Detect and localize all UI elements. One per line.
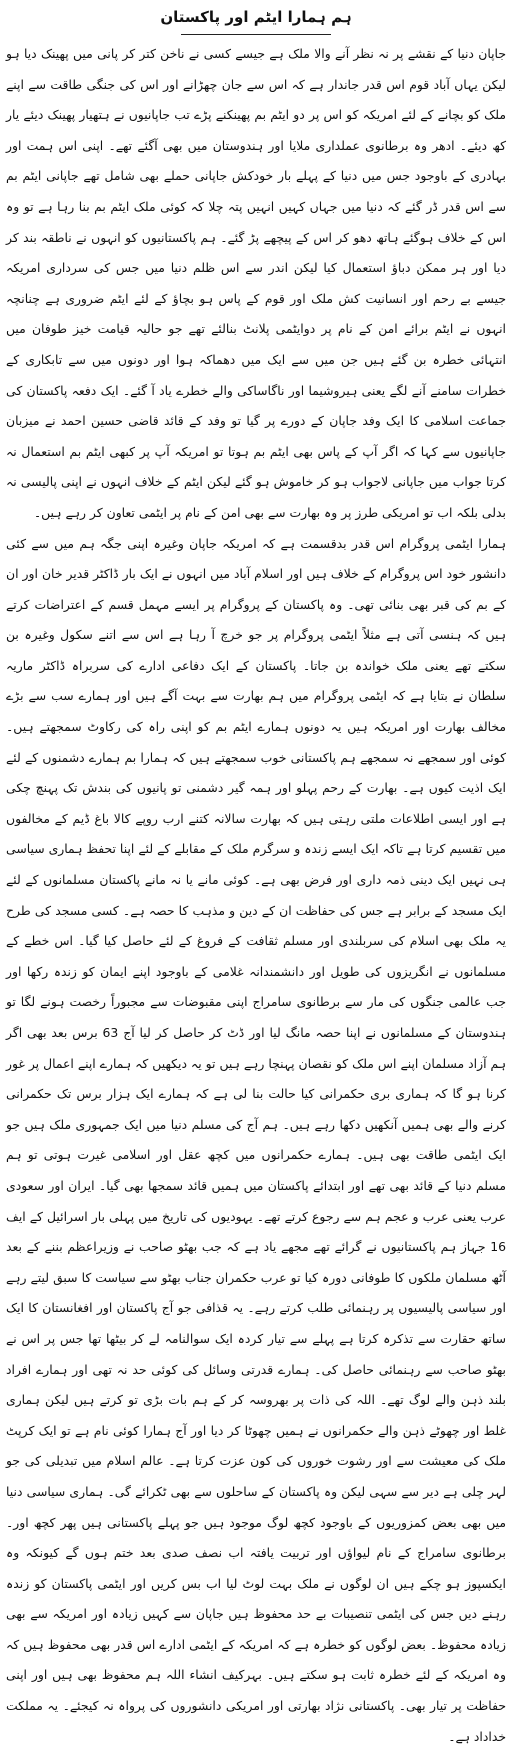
article-paragraph-1: جاپان دنیا کے نقشے پر نہ نظر آنے والا ملک ہے جیسے کسی نے ناخن کتر کر پانی میں پھینک دیا ہو لیکن یہاں آباد قوم اس قدر جاندار ہے کہ اس سے جان چھڑانے اور اس کی جنگی طاقت سے اپنے ملک کو بچانے کے لئے امریکہ کو اس پر دو ایٹم بم پھینکنے پڑے تب جاپانیوں نے ہتھیار پھینک دیئے یار کھ دیئے۔ ادھر وہ برطانوی عملداری ملایا اور ہندوستان میں بھی آگئے تھے۔ اپنی اس ہمت اور بہادری کے باوجود جس میں دنیا کے پہلے بار خودکش جاپانی حملے بھی شامل تھے جاپانی ایٹم بم سے اس قدر ڈر گئے کہ دنیا میں جہاں کہیں انہیں پتہ چلا کہ کوئی ملک ایٹم بم بنا رہا ہے تو وہ اس کے خلاف ہوگئے ہاتھ دھو کر اس کے پیچھے پڑ گئے۔ ہم پاکستانیوں کو انہوں نے ناطقہ بند کر دیا اور ہر ممکن دباؤ استعمال کیا لیکن اندر سے اس ظلم دنیا میں جس کی سرداری امریکہ جیسے بے رحم اور انسانیت کش ملک اور قوم کے پاس ہو بچاؤ کے لئے ایٹم ضروری ہے چنانچہ انہوں نے ایٹم برائے امن کے نام پر دوایٹمی پلانٹ بنالئے تھے جو حالیہ قیامت خیز طوفان میں انتہائی خطرہ بن گئے ہیں جن میں سے ایک میں دھماکہ ہوا اور دونوں میں سے تابکاری کے خطرات سامنے آنے لگے یعنی ہیروشیما اور ناگاساکی والے خطرے یاد آ گئے۔ ایک دفعہ پاکستان کی جماعت اسلامی کا ایک وفد جاپان کے دورے پر گیا تو وفد کے قائد قاضی حسین احمد نے میزبان جاپانیوں سے کہا کہ اگر آپ کے پاس بھی ایٹم بم ہوتا تو امریکہ آپ پر کبھی ایٹم بم استعمال نہ کرتا جواب میں جاپانی لاجواب ہو کر خاموش ہو گئے لیکن ایٹم کے خلاف انہوں نے اپنی پالیسی نہ بدلی بلکہ اب تو امریکی طرز پر وہ بھارت سے بھی امن کے نام پر ایٹمی تعاون کر رہے ہیں۔ (6, 39, 506, 529)
article-headline: ہم ہمارا ایٹم اور پاکستان (6, 6, 506, 28)
article-column (6, 0, 506, 1587)
article-paragraph-2: ہمارا ایٹمی پروگرام اس قدر بدقسمت ہے کہ امریکہ جاپان وغیرہ اپنی جگہ ہم میں سے کئی دانشور خود اس پروگرام کے خلاف ہیں اور اسلام آباد میں انہوں نے ایک بار ڈاکٹر قدیر خان اور ان کے بم کی قبر بھی بنائی تھی۔ وہ پاکستان کے پروگرام پر ایسے مہمل قسم کے اعتراضات کرتے ہیں کہ ہنسی آتی ہے مثلاً ایٹمی پروگرام پر جو خرچ آ رہا ہے اس سے اتنے سکول وغیرہ بن سکتے تھے یعنی ملک خواندہ بن جاتا۔ پاکستان کے ایک دفاعی ادارے کی سربراہ ڈاکٹر ماریہ سلطان نے بتایا ہے کہ ایٹمی پروگرام میں ہم بھارت سے بہت آگے ہیں اور ہمارے سب سے بڑے مخالف بھارت اور امریکہ ہیں یہ دونوں ہمارے ایٹم بم کو اپنی راہ کی رکاوٹ سمجھتے ہیں۔ کوئی اور سمجھے نہ سمجھے ہم پاکستانی خوب سمجھتے ہیں کہ ہمارا بم ہمارے دشمنوں کے لئے ایک اذیت کیوں ہے۔ بھارت کے رحم پہلو اور ہمہ گیر دشمنی تو پانیوں کی بندش تک پہنچ چکی ہے اور ایسی اطلاعات ملتی رہتی ہیں کہ بھارت سالانہ کتنے ارب روپے کالا باغ ڈیم کے مخالفوں میں تقسیم کرتا ہے تاکہ ایک ایسے زندہ و سرگرم ملک کے مقابلے کے لئے اپنا تحفظ ہماری سیاسی ہی نہیں ایک دینی ذمہ داری اور فرض بھی ہے۔ کوئی مانے یا نہ مانے پاکستان مسلمانوں کے لئے ایک مسجد کے برابر ہے جس کی حفاظت ان کے دین و مذہب کا حصہ ہے۔ کسی مسجد کی طرح یہ ملک بھی اسلام کی سربلندی اور مسلم ثقافت کے فروغ کے لئے حاصل کیا گیا۔ اس خطے کے مسلمانوں نے انگریزوں کی طویل اور دانشمندانہ غلامی کے باوجود اپنے ایمان کو زندہ رکھا اور جب عالمی جنگوں کی مار سے برطانوی سامراج اپنی مقبوضات سے مجبوراً رخصت ہونے لگا تو ہندوستان کے مسلمانوں نے اپنا حصہ مانگ لیا اور ڈٹ کر حاصل کر لیا آج 63 برس بعد بھی اگر ہم آزاد مسلمان اپنے اس ملک کو نقصان پہنچا رہے ہیں تو یہ دیکھیں کہ ہمارے اپنے اعمال پر غور کرنا ہو گا کہ ہماری بری حکمرانی کیا حالت بنا لی ہے کہ ہمارے ایک ہزار برس تک حکمرانی کرنے والے بھی ہمیں آنکھیں دکھا رہے ہیں۔ ہم آج کی مسلم دنیا میں ایک جمہوری ملک ہیں جو ایک ایٹمی طاقت بھی ہیں۔ ہمارے حکمرانوں میں کچھ عقل اور اسلامی غیرت ہوتی تو ہم مسلم دنیا کے قائد بھی تھے اور ابتدائے پاکستان میں ہمیں قائد سمجھا بھی گیا۔ ایران اور سعودی عرب یعنی عرب و عجم ہم سے رجوع کرتے تھے۔ یہودیوں کی تاریخ میں پہلی بار اسرائیل کے ایف 16 جہاز ہم پاکستانیوں نے گرائے تھے مجھے یاد ہے کہ جب بھٹو صاحب نے وزیراعظم بننے کے بعد آٹھ مسلمان ملکوں کا طوفانی دورہ کیا تو عرب حکمران جناب بھٹو سے سیاست کا سبق لیتے رہے اور سیاسی پالیسیوں پر رہنمائی طلب کرتے رہے۔ یہ قذافی جو آج پاکستان اور افغانستان کا ایک ساتھ حقارت سے تذکرہ کرتا ہے پہلے سے تیار کردہ ایک سوالنامہ لے کر بیٹھا تھا جس پر اس نے بھٹو صاحب سے رہنمائی حاصل کی۔ ہمارے قدرتی وسائل کی کوئی حد نہ تھی اور ہمارے افراد بلند ذہن والے لوگ تھے۔ اللہ کی ذات پر بھروسہ کر کے ہم بات بڑی تو کرتے ہیں لیکن ہماری غلط اور چھوٹے ذہن والے حکمرانوں نے ہمیں چھوٹا کر دیا اور آج ہمارا کوئی نام ہے تو ایک کرپٹ ملک کی معیشت سے اور رشوت خوروں کی کون عزت کرتا ہے۔ عالم اسلام میں تبدیلی کی جو لہر چلی ہے دیر سے سہی لیکن وہ پاکستان کے ساحلوں سے بھی ٹکرائے گی۔ ہماری سیاسی دنیا میں بھی بعض کمزوریوں کے باوجود کچھ لوگ موجود ہیں جو پہلے پاکستانی ہیں پھر کچھ اور۔ برطانوی سامراج کے نام لیواؤں اور تربیت یافتہ اب نصف صدی بعد ختم ہوں گے کیونکہ وہ ایکسپوز ہو چکے ہیں ان لوگوں نے ملک بہت لوٹ لیا اب بس کریں اور ایٹمی پاکستان کو زندہ رہنے دیں جس کی ایٹمی تنصیبات بے حد محفوظ ہیں جاپان سے کہیں زیادہ اور امریکہ سے بھی زیادہ محفوظ۔ بعض لوگوں کو خطرہ ہے کہ امریکہ کے ایٹمی ادارے اس قدر بھی محفوظ ہیں کہ وہ امریکہ کے لئے خطرہ ثابت ہو سکتے ہیں۔ بہرکیف انشاء اللہ ہم محفوظ بھی ہیں اور اپنی حفاظت پر تیار بھی۔ پاکستانی نژاد بھارتی اور امریکی دانشوروں کی پرواہ نہ کیجئے۔ یہ مملکت خداداد ہے۔ (6, 529, 506, 1752)
headline-underline (181, 34, 331, 35)
